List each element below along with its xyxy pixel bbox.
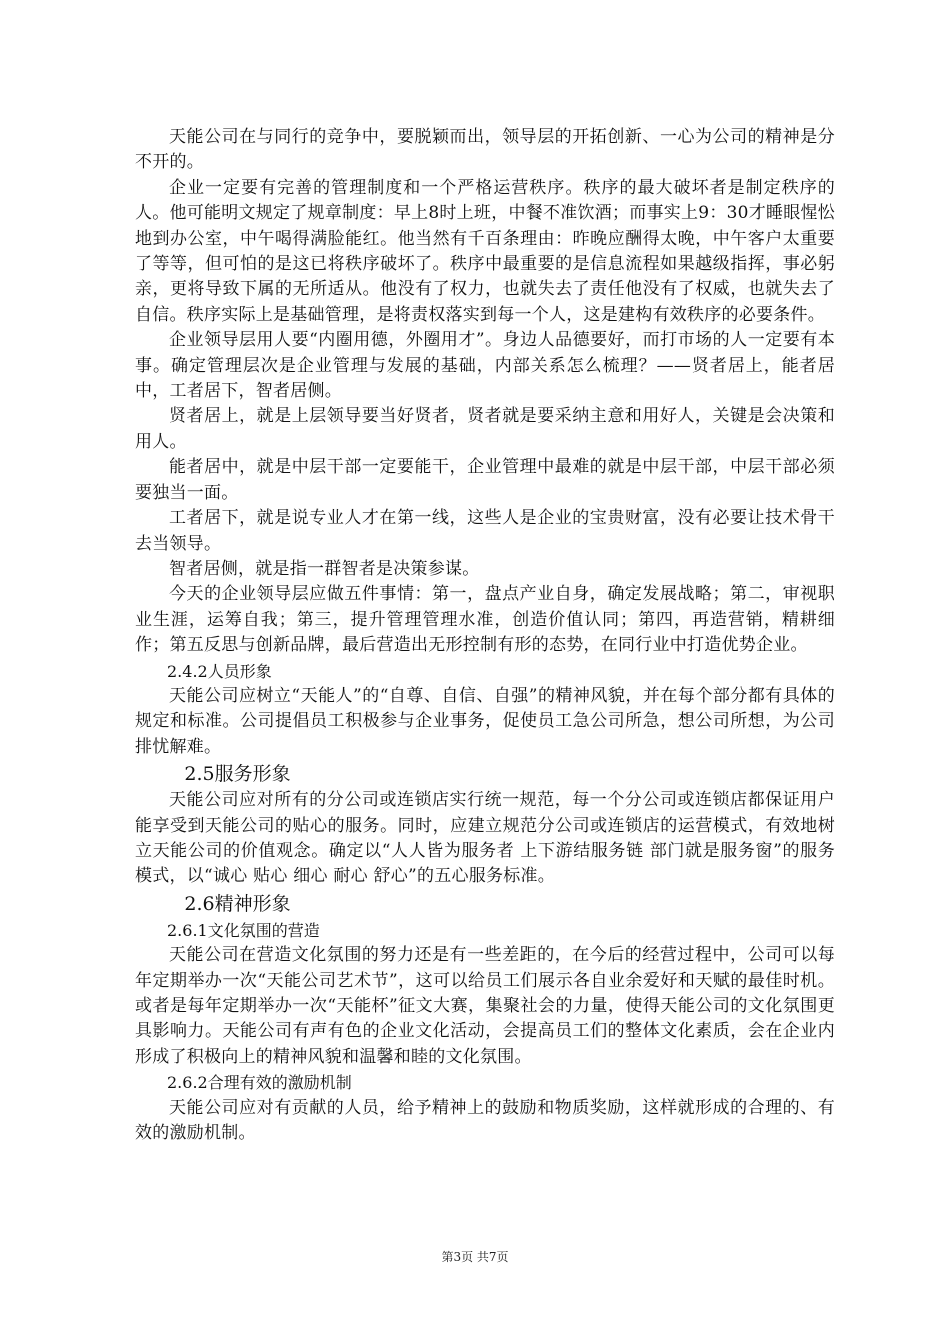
paragraph: 工者居下，就是说专业人才在第一线，这些人是企业的宝贵财富，没有必要让技术骨干去当领导。 (135, 508, 835, 554)
subsection-heading: 2.6.2合理有效的激励机制 (167, 1073, 352, 1093)
paragraph: 天能公司在营造文化氛围的努力还是有一些差距的，在今后的经营过程中，公司可以每年定期举办一次“天能公司艺术节”，这可以给员工们展示各自业余爱好和天赋的最佳时机。或者是每年定期举办一次“天能杯”征文大赛，集聚社会的力量，使得天能公司的文化氛围更具影响力。天能公司有声有色的企业文化活动，会提高员工们的整体文化素质，会在企业内形成了积极向上的精神风貌和温馨和睦的文化氛围。 (135, 945, 835, 1067)
paragraph: 企业领导层用人要“内圈用德，外圈用才”。身边人品德要好，而打市场的人一定要有本事。确定管理层次是企业管理与发展的基础，内部关系怎么梳理？——贤者居上，能者居中，工者居下，智者居侧。 (135, 330, 835, 402)
paragraph: 贤者居上，就是上层领导要当好贤者，贤者就是要采纳主意和用好人，关键是会决策和用人。 (135, 406, 835, 452)
page-footer: 第3页 共7页 (441, 1250, 509, 1264)
paragraph: 天能公司应对有贡献的人员，给予精神上的鼓励和物质奖励，这样就形成的合理的、有效的激励机制。 (135, 1097, 835, 1144)
subsection-heading: 2.4.2人员形象 (167, 661, 272, 681)
paragraph: 今天的企业领导层应做五件事情：第一，盘点产业自身，确定发展战略；第二，审视职业生涯，运筹自我；第三，提升管理管理水准，创造价值认同；第四，再造营销，精耕细作；第五反思与创新品牌，最后营造出无形控制有形的态势，在同行业中打造优势企业。 (135, 584, 835, 656)
document-body (135, 125, 835, 1146)
subsection-heading: 2.6.1文化氛围的营造 (167, 920, 320, 940)
section-heading: 2.5服务形象 (184, 763, 291, 786)
paragraph: 企业一定要有完善的管理制度和一个严格运营秩序。秩序的最大破坏者是制定秩序的人。他可能明文规定了规章制度：早上8时上班，中餐不准饮酒；而事实上9：30才睡眼惺忪地到办公室，中午喝得满脸能红。他当然有千百条理由：昨晚应酬得太晚，中午客户太重要了等等，但可怕的是这已将秩序破坏了。秩序中最重要的是信息流程如果越级指挥，事必躬亲，更将导致下属的无所适从。他没有了权力，也就失去了责任他没有了权威，也就失去了自信。秩序实际上是基础管理，是将责权落实到每一个人，这是建构有效秩序的必要条件。 (135, 177, 835, 325)
paragraph: 天能公司应树立“天能人”的“自尊、自信、自强”的精神风貌，并在每个部分都有具体的规定和标准。公司提倡员工积极参与企业事务，促使员工急公司所急，想公司所想，为公司排忧解难。 (135, 685, 835, 757)
paragraph: 天能公司应对所有的分公司或连锁店实行统一规范，每一个分公司或连锁店都保证用户能享受到天能公司的贴心的服务。同时，应建立规范分公司或连锁店的运营模式，有效地树立天能公司的价值观念。确定以“人人皆为服务者 上下游结服务链 部门就是服务窗”的服务模式，以“诚心 贴心 细心 耐心 舒心”的五心服务标准。 (135, 790, 835, 887)
paragraph: 天能公司在与同行的竞争中，要脱颖而出，领导层的开拓创新、一心为公司的精神是分不开的。 (135, 127, 835, 173)
paragraph: 能者居中，就是中层干部一定要能干，企业管理中最难的就是中层干部，中层干部必须要独当一面。 (135, 457, 835, 503)
section-heading: 2.6精神形象 (184, 892, 291, 915)
paragraph: 智者居侧，就是指一群智者是决策参谋。 (169, 558, 480, 579)
